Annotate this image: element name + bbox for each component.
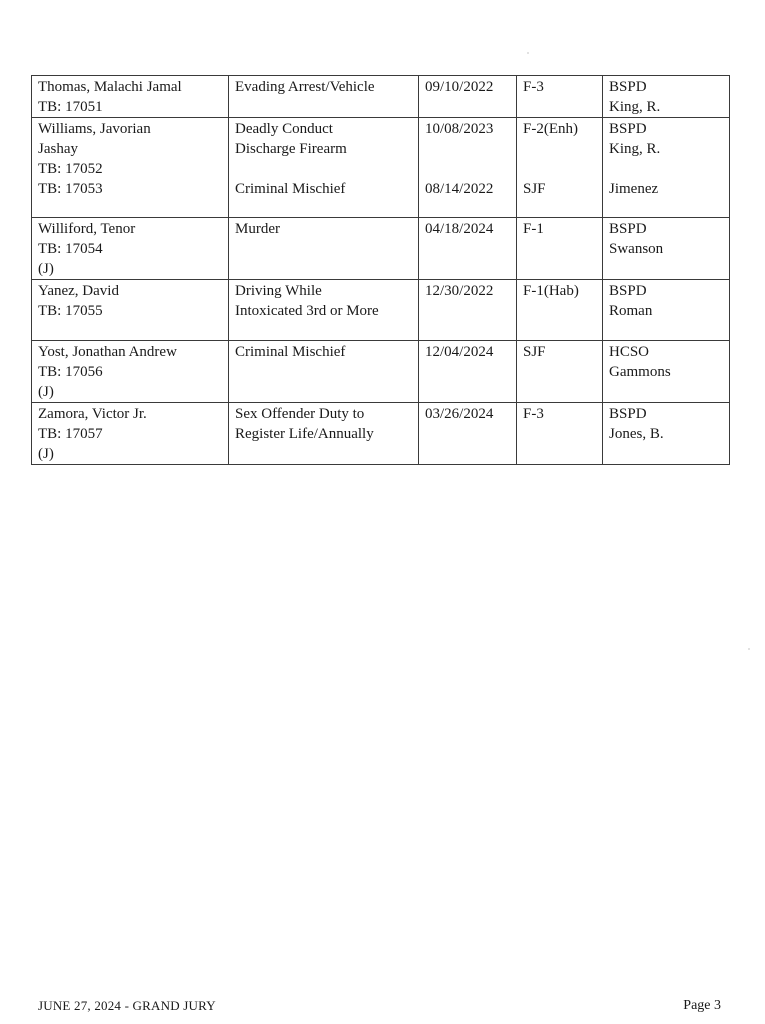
spacer bbox=[523, 139, 596, 159]
table-row bbox=[32, 218, 730, 280]
offense-level-cell bbox=[517, 218, 603, 280]
spacer bbox=[425, 159, 510, 179]
offense-level: F-1 bbox=[523, 221, 544, 237]
spacer bbox=[523, 159, 596, 179]
defendant-name: Thomas, Malachi Jamal bbox=[38, 79, 182, 95]
officer-name: Gammons bbox=[609, 364, 671, 380]
defendant-name: Williford, Tenor bbox=[38, 221, 136, 237]
offense-date: 12/04/2024 bbox=[425, 344, 494, 360]
table-row bbox=[32, 280, 730, 341]
defendant-cell bbox=[32, 403, 229, 465]
defendant-name: Yanez, David bbox=[38, 283, 119, 299]
agency-cell bbox=[603, 218, 730, 280]
offense-text: Discharge Firearm bbox=[235, 141, 347, 157]
offense-level: SJF bbox=[523, 181, 546, 197]
offense-text: Register Life/Annually bbox=[235, 426, 374, 442]
tb-number: TB: 17055 bbox=[38, 303, 103, 319]
agency-name: BSPD bbox=[609, 283, 647, 299]
scan-speck bbox=[527, 52, 529, 54]
offense-text: Driving While bbox=[235, 283, 322, 299]
agency-cell bbox=[603, 280, 730, 341]
juvenile-flag: (J) bbox=[38, 446, 54, 462]
offense-level: F-3 bbox=[523, 406, 544, 422]
offense-date: 12/30/2022 bbox=[425, 283, 494, 299]
offense-date: 03/26/2024 bbox=[425, 406, 494, 422]
table-row bbox=[32, 76, 730, 118]
offense-text: Deadly Conduct bbox=[235, 121, 333, 137]
offense-level: F-3 bbox=[523, 79, 544, 95]
agency-cell bbox=[603, 341, 730, 403]
agency-cell bbox=[603, 118, 730, 218]
defendant-cell bbox=[32, 218, 229, 280]
agency-name: BSPD bbox=[609, 221, 647, 237]
tb-number: TB: 17054 bbox=[38, 241, 103, 257]
officer-name: Swanson bbox=[609, 241, 664, 257]
offense-date-cell bbox=[419, 280, 517, 341]
offense-level-cell bbox=[517, 341, 603, 403]
defendant-cell bbox=[32, 76, 229, 118]
grand-jury-table bbox=[31, 75, 730, 465]
juvenile-flag: (J) bbox=[38, 384, 54, 400]
offense-text: Criminal Mischief bbox=[235, 181, 346, 197]
offense-level-cell bbox=[517, 403, 603, 465]
defendant-cell bbox=[32, 280, 229, 341]
offense-date: 09/10/2022 bbox=[425, 79, 494, 95]
offense-date-cell bbox=[419, 218, 517, 280]
table-row bbox=[32, 403, 730, 465]
offense-text: Murder bbox=[235, 221, 280, 237]
offense-cell bbox=[229, 118, 419, 218]
offense-date: 04/18/2024 bbox=[425, 221, 494, 237]
tb-number: TB: 17053 bbox=[38, 181, 103, 197]
offense-level: F-1(Hab) bbox=[523, 283, 579, 299]
offense-date: 08/14/2022 bbox=[425, 181, 494, 197]
offense-cell bbox=[229, 341, 419, 403]
offense-text: Intoxicated 3rd or More bbox=[235, 303, 379, 319]
offense-cell bbox=[229, 403, 419, 465]
offense-date: 10/08/2023 bbox=[425, 121, 494, 137]
table-body bbox=[32, 76, 730, 465]
footer-page-number: Page 3 bbox=[683, 998, 721, 1013]
offense-level: SJF bbox=[523, 344, 546, 360]
offense-text: Sex Offender Duty to bbox=[235, 406, 365, 422]
offense-cell bbox=[229, 218, 419, 280]
officer-name: King, R. bbox=[609, 99, 661, 115]
defendant-name: Williams, Javorian bbox=[38, 121, 151, 137]
defendant-name-continued: Jashay bbox=[38, 141, 78, 157]
offense-level: F-2(Enh) bbox=[523, 121, 578, 137]
scan-speck bbox=[748, 648, 750, 650]
agency-name: HCSO bbox=[609, 344, 650, 360]
agency-cell bbox=[603, 403, 730, 465]
tb-number: TB: 17056 bbox=[38, 364, 103, 380]
offense-date-cell bbox=[419, 341, 517, 403]
offense-level-cell bbox=[517, 118, 603, 218]
agency-name: BSPD bbox=[609, 121, 647, 137]
agency-name: BSPD bbox=[609, 406, 647, 422]
offense-level-cell bbox=[517, 280, 603, 341]
spacer bbox=[609, 159, 723, 179]
officer-name: Jimenez bbox=[609, 181, 659, 197]
tb-number: TB: 17051 bbox=[38, 99, 103, 115]
footer-date-label: JUNE 27, 2024 - GRAND JURY bbox=[38, 998, 216, 1013]
tb-number: TB: 17057 bbox=[38, 426, 103, 442]
defendant-name: Zamora, Victor Jr. bbox=[38, 406, 147, 422]
officer-name: Roman bbox=[609, 303, 653, 319]
juvenile-flag: (J) bbox=[38, 261, 54, 277]
offense-date-cell bbox=[419, 76, 517, 118]
officer-name: Jones, B. bbox=[609, 426, 664, 442]
table-row bbox=[32, 341, 730, 403]
offense-text: Evading Arrest/Vehicle bbox=[235, 79, 375, 95]
offense-cell bbox=[229, 76, 419, 118]
agency-cell bbox=[603, 76, 730, 118]
defendant-cell bbox=[32, 341, 229, 403]
offense-cell bbox=[229, 280, 419, 341]
spacer bbox=[235, 159, 412, 179]
table-row bbox=[32, 118, 730, 218]
offense-date-cell bbox=[419, 118, 517, 218]
agency-name: BSPD bbox=[609, 79, 647, 95]
offense-text: Criminal Mischief bbox=[235, 344, 346, 360]
offense-date-cell bbox=[419, 403, 517, 465]
spacer bbox=[425, 139, 510, 159]
defendant-cell bbox=[32, 118, 229, 218]
tb-number: TB: 17052 bbox=[38, 161, 103, 177]
officer-name: King, R. bbox=[609, 141, 661, 157]
offense-level-cell bbox=[517, 76, 603, 118]
defendant-name: Yost, Jonathan Andrew bbox=[38, 344, 177, 360]
